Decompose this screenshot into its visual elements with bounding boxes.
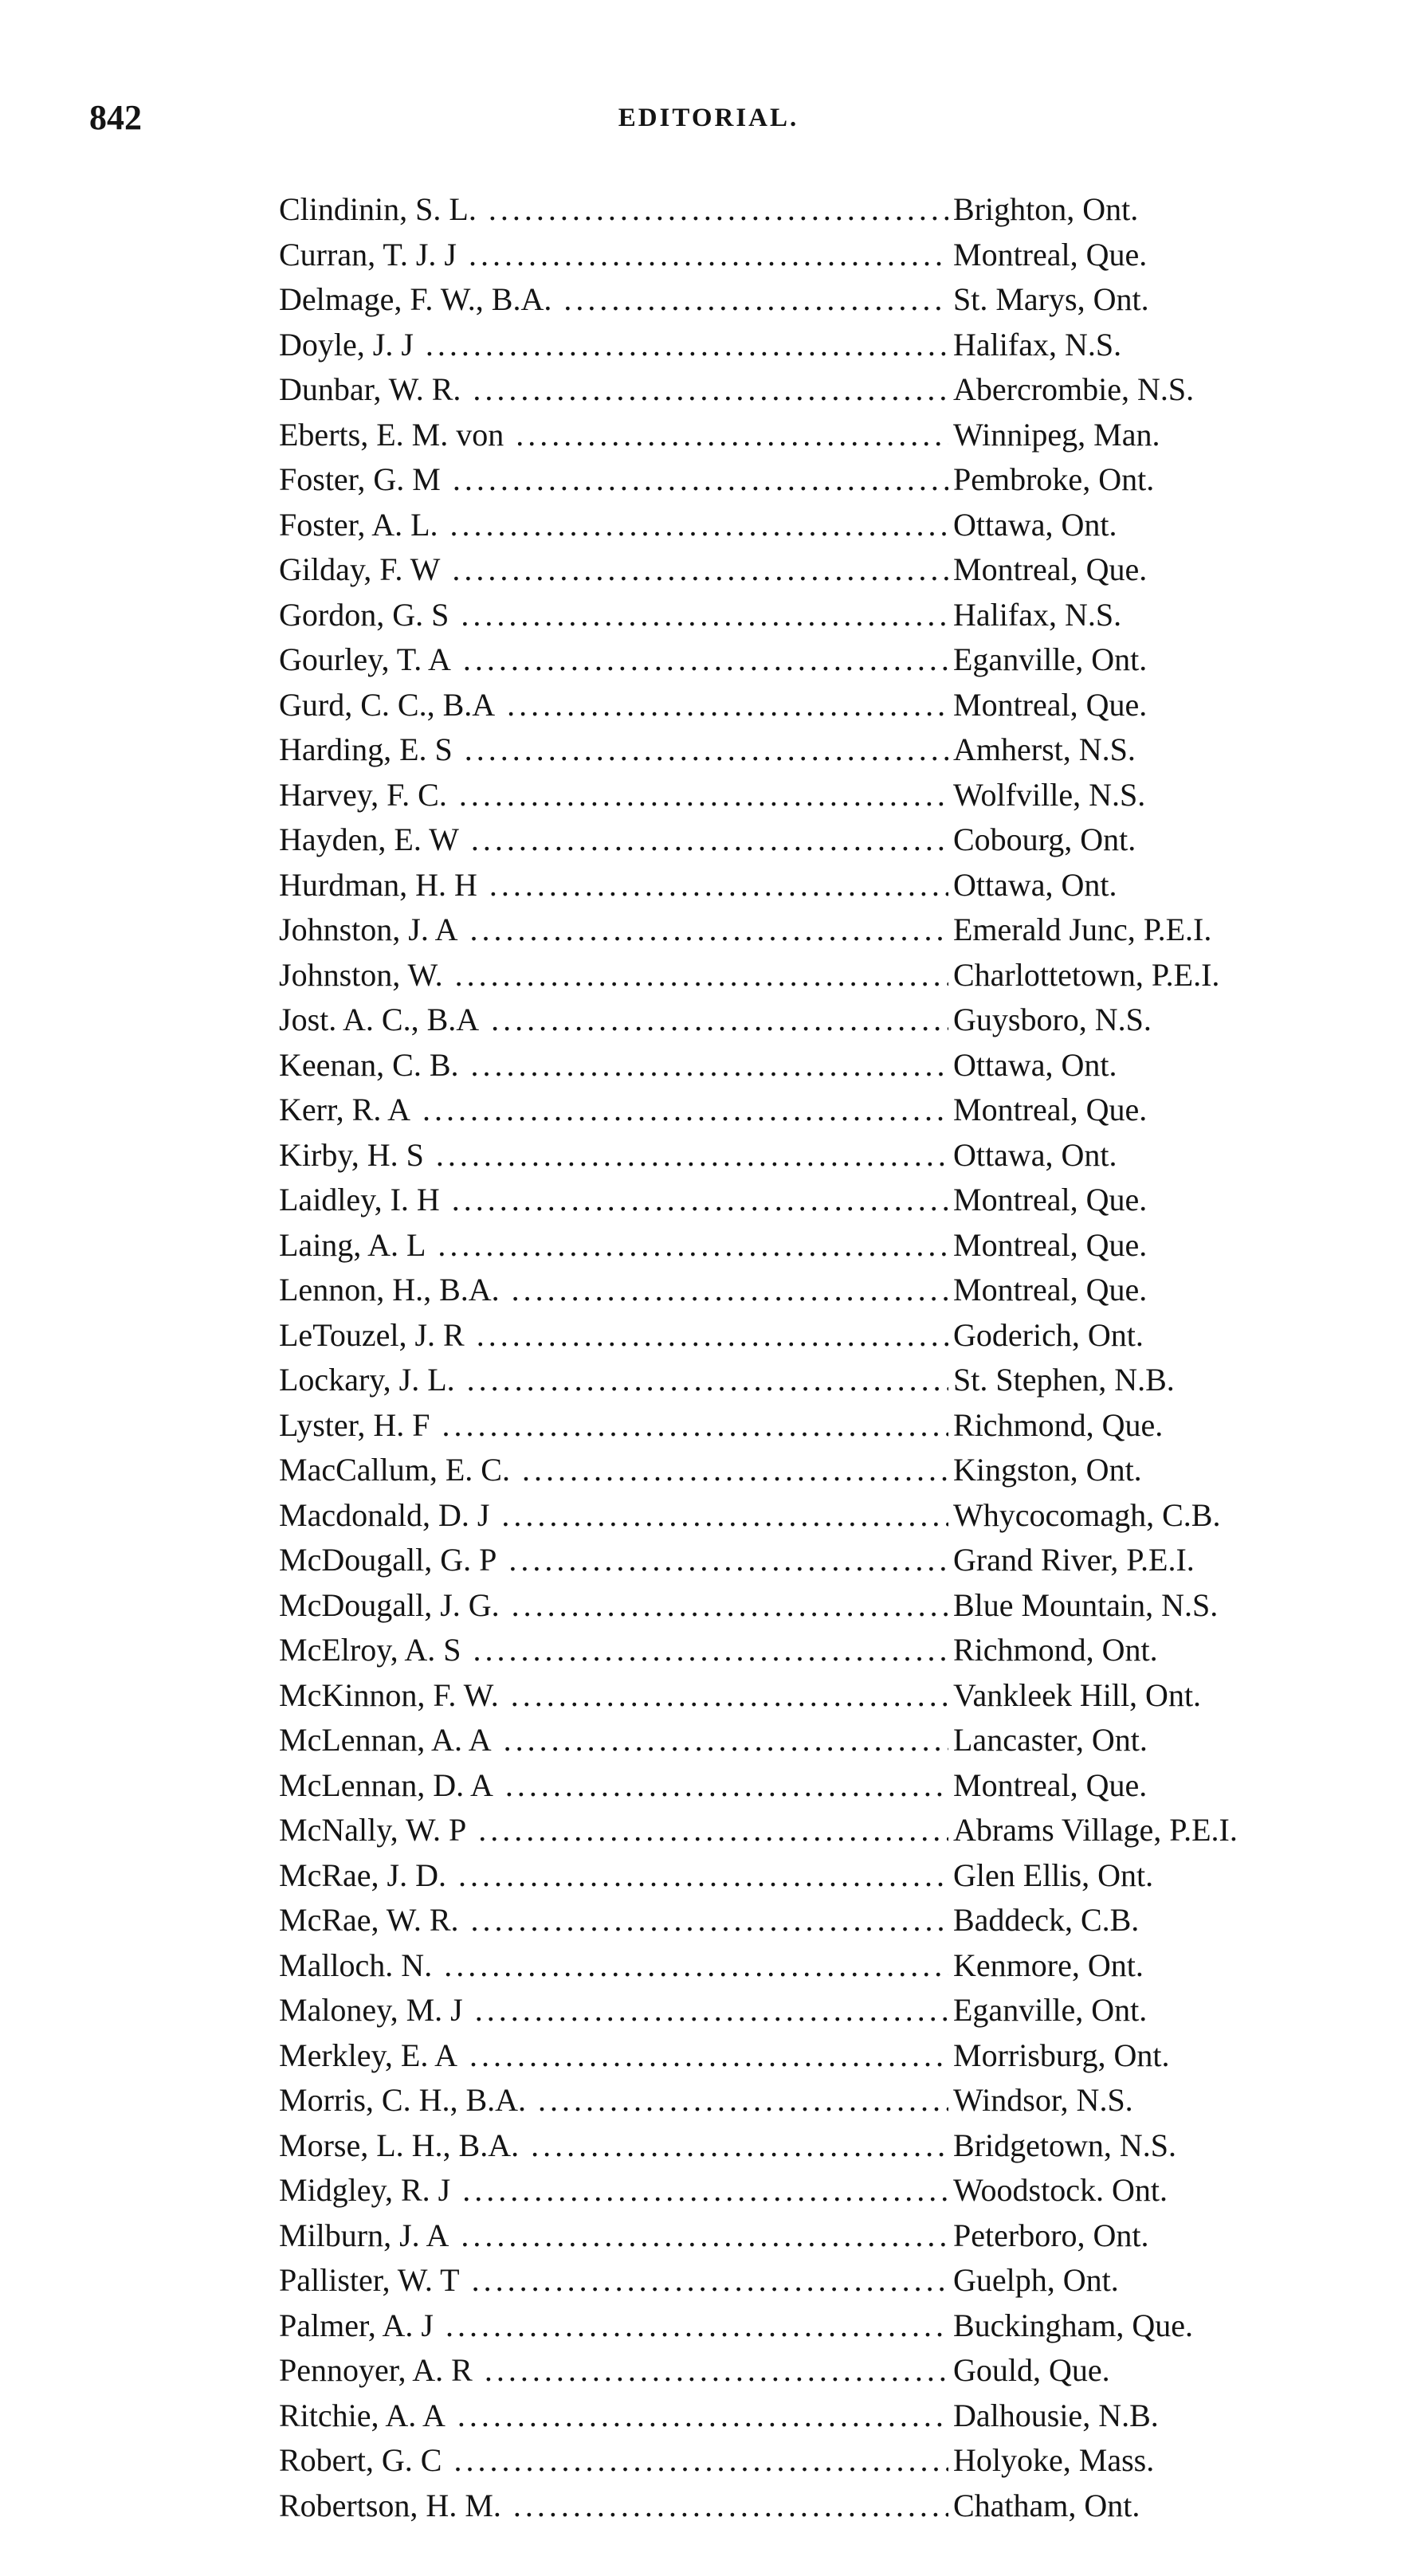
entry-place: Woodstock. Ont. — [950, 2168, 1168, 2213]
entry-name: Gurd, C. C., B.A ..... — [279, 683, 948, 728]
list-entry — [279, 1808, 1331, 1853]
list-entry — [279, 277, 1331, 323]
entry-place: Windsor, N.S. — [950, 2078, 1133, 2123]
entry-place: Montreal, Que. — [950, 1268, 1147, 1313]
list-entry — [279, 1898, 1331, 1943]
entry-place: Montreal, Que. — [950, 1088, 1147, 1133]
list-entry — [279, 1763, 1331, 1809]
entry-name: Lennon, H., B.A. ..... — [279, 1268, 948, 1313]
list-entry — [279, 1403, 1331, 1449]
entry-place: Ottawa, Ont. — [950, 863, 1117, 908]
entry-name: McRae, W. R. ..... — [279, 1898, 948, 1943]
entry-name: Palmer, A. J ..... — [279, 2304, 948, 2349]
entry-place: Ottawa, Ont. — [950, 1043, 1117, 1088]
entry-place: Montreal, Que. — [950, 547, 1147, 593]
entry-place: Brighton, Ont. — [950, 187, 1138, 233]
list-entry — [279, 2078, 1331, 2123]
entry-name: Malloch. N. ..... — [279, 1943, 948, 1989]
entry-name: Robert, G. C ..... — [279, 2438, 948, 2484]
list-entry — [279, 2438, 1331, 2484]
running-head: EDITORIAL. — [618, 104, 799, 132]
entry-place: Montreal, Que. — [950, 683, 1147, 728]
entry-place: Cobourg, Ont. — [950, 817, 1136, 863]
entry-name: McNally, W. P ..... — [279, 1808, 948, 1853]
entry-place: Kingston, Ont. — [950, 1448, 1142, 1493]
entry-name: Pennoyer, A. R ..... — [279, 2348, 948, 2394]
list-entry — [279, 457, 1331, 503]
entry-name: MacCallum, E. C. ..... — [279, 1448, 948, 1493]
entry-name: Kerr, R. A ..... — [279, 1088, 948, 1133]
list-entry — [279, 2394, 1331, 2439]
entry-name: Foster, A. L. ..... — [279, 503, 948, 548]
list-entry — [279, 953, 1331, 998]
entry-name: McDougall, G. P ..... — [279, 1538, 948, 1583]
list-entry — [279, 1943, 1331, 1989]
entry-name: Harvey, F. C. ..... — [279, 773, 948, 818]
list-entry — [279, 908, 1331, 953]
entry-name: Dunbar, W. R. ..... — [279, 367, 948, 413]
entry-place: Vankleek Hill, Ont. — [950, 1673, 1201, 1719]
entry-name: Maloney, M. J ..... — [279, 1988, 948, 2033]
entry-name: Milburn, J. A ..... — [279, 2213, 948, 2259]
entry-place: Blue Mountain, N.S. — [950, 1583, 1218, 1629]
entry-name: McDougall, J. G. ..... — [279, 1583, 948, 1629]
list-entry — [279, 2304, 1331, 2349]
list-entry — [279, 1448, 1331, 1493]
list-entry — [279, 187, 1331, 233]
entry-name: Lyster, H. F ..... — [279, 1403, 948, 1449]
entry-name: Hurdman, H. H ..... — [279, 863, 948, 908]
list-entry — [279, 1628, 1331, 1673]
list-entry — [279, 1358, 1331, 1403]
entry-name: Gilday, F. W ..... — [279, 547, 948, 593]
page-number: 842 — [89, 98, 142, 137]
list-entry — [279, 1853, 1331, 1899]
list-entry — [279, 547, 1331, 593]
list-entry — [279, 683, 1331, 728]
entry-place: Guelph, Ont. — [950, 2258, 1119, 2304]
entry-name: McLennan, D. A ..... — [279, 1763, 948, 1809]
list-entry — [279, 2258, 1331, 2304]
entry-name: Gordon, G. S ..... — [279, 593, 948, 638]
entry-place: St. Marys, Ont. — [950, 277, 1149, 323]
entry-name: Eberts, E. M. von ..... — [279, 413, 948, 458]
entry-place: Holyoke, Mass. — [950, 2438, 1154, 2484]
list-entry — [279, 367, 1331, 413]
entry-place: Halifax, N.S. — [950, 593, 1121, 638]
list-entry — [279, 773, 1331, 818]
entry-name: Gourley, T. A ..... — [279, 637, 948, 683]
entry-place: Amherst, N.S. — [950, 727, 1136, 773]
entry-name: Hayden, E. W ..... — [279, 817, 948, 863]
entry-name: Morse, L. H., B.A. ..... — [279, 2123, 948, 2169]
list-entry — [279, 1988, 1331, 2033]
entry-name: LeTouzel, J. R ..... — [279, 1313, 948, 1359]
entry-name: Keenan, C. B. ..... — [279, 1043, 948, 1088]
entry-name: Lockary, J. L. ..... — [279, 1358, 948, 1403]
entry-name: Merkley, E. A ..... — [279, 2033, 948, 2079]
list-entry — [279, 503, 1331, 548]
entry-name: Morris, C. H., B.A. ..... — [279, 2078, 948, 2123]
entry-place: Lancaster, Ont. — [950, 1718, 1148, 1763]
list-entry — [279, 1673, 1331, 1719]
list-entry — [279, 1538, 1331, 1583]
list-entry — [279, 1583, 1331, 1629]
entry-place: Charlottetown, P.E.I. — [950, 953, 1219, 998]
entry-name: Harding, E. S ..... — [279, 727, 948, 773]
entry-place: Richmond, Ont. — [950, 1628, 1158, 1673]
entry-place: Montreal, Que. — [950, 233, 1147, 278]
entry-name: McKinnon, F. W. ..... — [279, 1673, 948, 1719]
list-entry — [279, 413, 1331, 458]
list-entry — [279, 727, 1331, 773]
list-entry — [279, 1088, 1331, 1133]
entry-name: Ritchie, A. A ..... — [279, 2394, 948, 2439]
list-entry — [279, 323, 1331, 368]
entry-name: Jost. A. C., B.A ..... — [279, 998, 948, 1043]
entry-place: Grand River, P.E.I. — [950, 1538, 1195, 1583]
list-entry — [279, 1178, 1331, 1223]
entry-place: Montreal, Que. — [950, 1178, 1147, 1223]
entry-place: Chatham, Ont. — [950, 2484, 1140, 2529]
list-entry — [279, 1313, 1331, 1359]
entry-place: Peterboro, Ont. — [950, 2213, 1149, 2259]
entry-name: McLennan, A. A ..... — [279, 1718, 948, 1763]
list-entry — [279, 1133, 1331, 1178]
list-entry — [279, 1223, 1331, 1268]
entry-place: Dalhousie, N.B. — [950, 2394, 1159, 2439]
list-entry — [279, 2348, 1331, 2394]
entry-place: Montreal, Que. — [950, 1763, 1147, 1809]
entry-name: Laidley, I. H ..... — [279, 1178, 948, 1223]
list-entry — [279, 2484, 1331, 2529]
list-entry — [279, 817, 1331, 863]
list-entry — [279, 2123, 1331, 2169]
entry-name: Kirby, H. S ..... — [279, 1133, 948, 1178]
entry-place: Abercrombie, N.S. — [950, 367, 1194, 413]
entry-name: Foster, G. M ..... — [279, 457, 948, 503]
entry-place: Morrisburg, Ont. — [950, 2033, 1169, 2079]
list-entry — [279, 863, 1331, 908]
entry-name: Pallister, W. T ..... — [279, 2258, 948, 2304]
entry-place: Winnipeg, Man. — [950, 413, 1160, 458]
entry-name: Doyle, J. J ..... — [279, 323, 948, 368]
entry-name: McElroy, A. S ..... — [279, 1628, 948, 1673]
list-entry — [279, 233, 1331, 278]
list-entry — [279, 1268, 1331, 1313]
entry-name: McRae, J. D. ..... — [279, 1853, 948, 1899]
list-entry — [279, 1718, 1331, 1763]
entry-name: Johnston, J. A ..... — [279, 908, 948, 953]
entry-place: Ottawa, Ont. — [950, 1133, 1117, 1178]
entry-place: Wolfville, N.S. — [950, 773, 1145, 818]
name-list — [279, 187, 1331, 2528]
list-entry — [279, 2033, 1331, 2079]
entry-place: Emerald Junc, P.E.I. — [950, 908, 1211, 953]
entry-place: Eganville, Ont. — [950, 637, 1147, 683]
entry-name: Macdonald, D. J ..... — [279, 1493, 948, 1539]
entry-place: Buckingham, Que. — [950, 2304, 1193, 2349]
list-entry — [279, 2213, 1331, 2259]
list-entry — [279, 593, 1331, 638]
entry-place: St. Stephen, N.B. — [950, 1358, 1175, 1403]
list-entry — [279, 1043, 1331, 1088]
list-entry — [279, 637, 1331, 683]
entry-place: Halifax, N.S. — [950, 323, 1121, 368]
entry-place: Ottawa, Ont. — [950, 503, 1117, 548]
list-entry — [279, 1493, 1331, 1539]
list-entry — [279, 998, 1331, 1043]
entry-name: Delmage, F. W., B.A. ..... — [279, 277, 948, 323]
entry-place: Abrams Village, P.E.I. — [950, 1808, 1238, 1853]
entry-name: Curran, T. J. J ..... — [279, 233, 948, 278]
entry-name: Robertson, H. M. ..... — [279, 2484, 948, 2529]
entry-place: Richmond, Que. — [950, 1403, 1163, 1449]
entry-place: Goderich, Ont. — [950, 1313, 1144, 1359]
entry-place: Bridgetown, N.S. — [950, 2123, 1176, 2169]
entry-place: Glen Ellis, Ont. — [950, 1853, 1153, 1899]
entry-place: Eganville, Ont. — [950, 1988, 1147, 2033]
list-entry — [279, 2168, 1331, 2213]
entry-name: Clindinin, S. L. ..... — [279, 187, 948, 233]
entry-name: Johnston, W. ..... — [279, 953, 948, 998]
entry-place: Gould, Que. — [950, 2348, 1110, 2394]
entry-place: Pembroke, Ont. — [950, 457, 1154, 503]
entry-place: Baddeck, C.B. — [950, 1898, 1139, 1943]
entry-name: Laing, A. L ..... — [279, 1223, 948, 1268]
entry-name: Midgley, R. J ..... — [279, 2168, 948, 2213]
entry-place: Kenmore, Ont. — [950, 1943, 1144, 1989]
entry-place: Whycocomagh, C.B. — [950, 1493, 1221, 1539]
entry-place: Montreal, Que. — [950, 1223, 1147, 1268]
entry-place: Guysboro, N.S. — [950, 998, 1152, 1043]
